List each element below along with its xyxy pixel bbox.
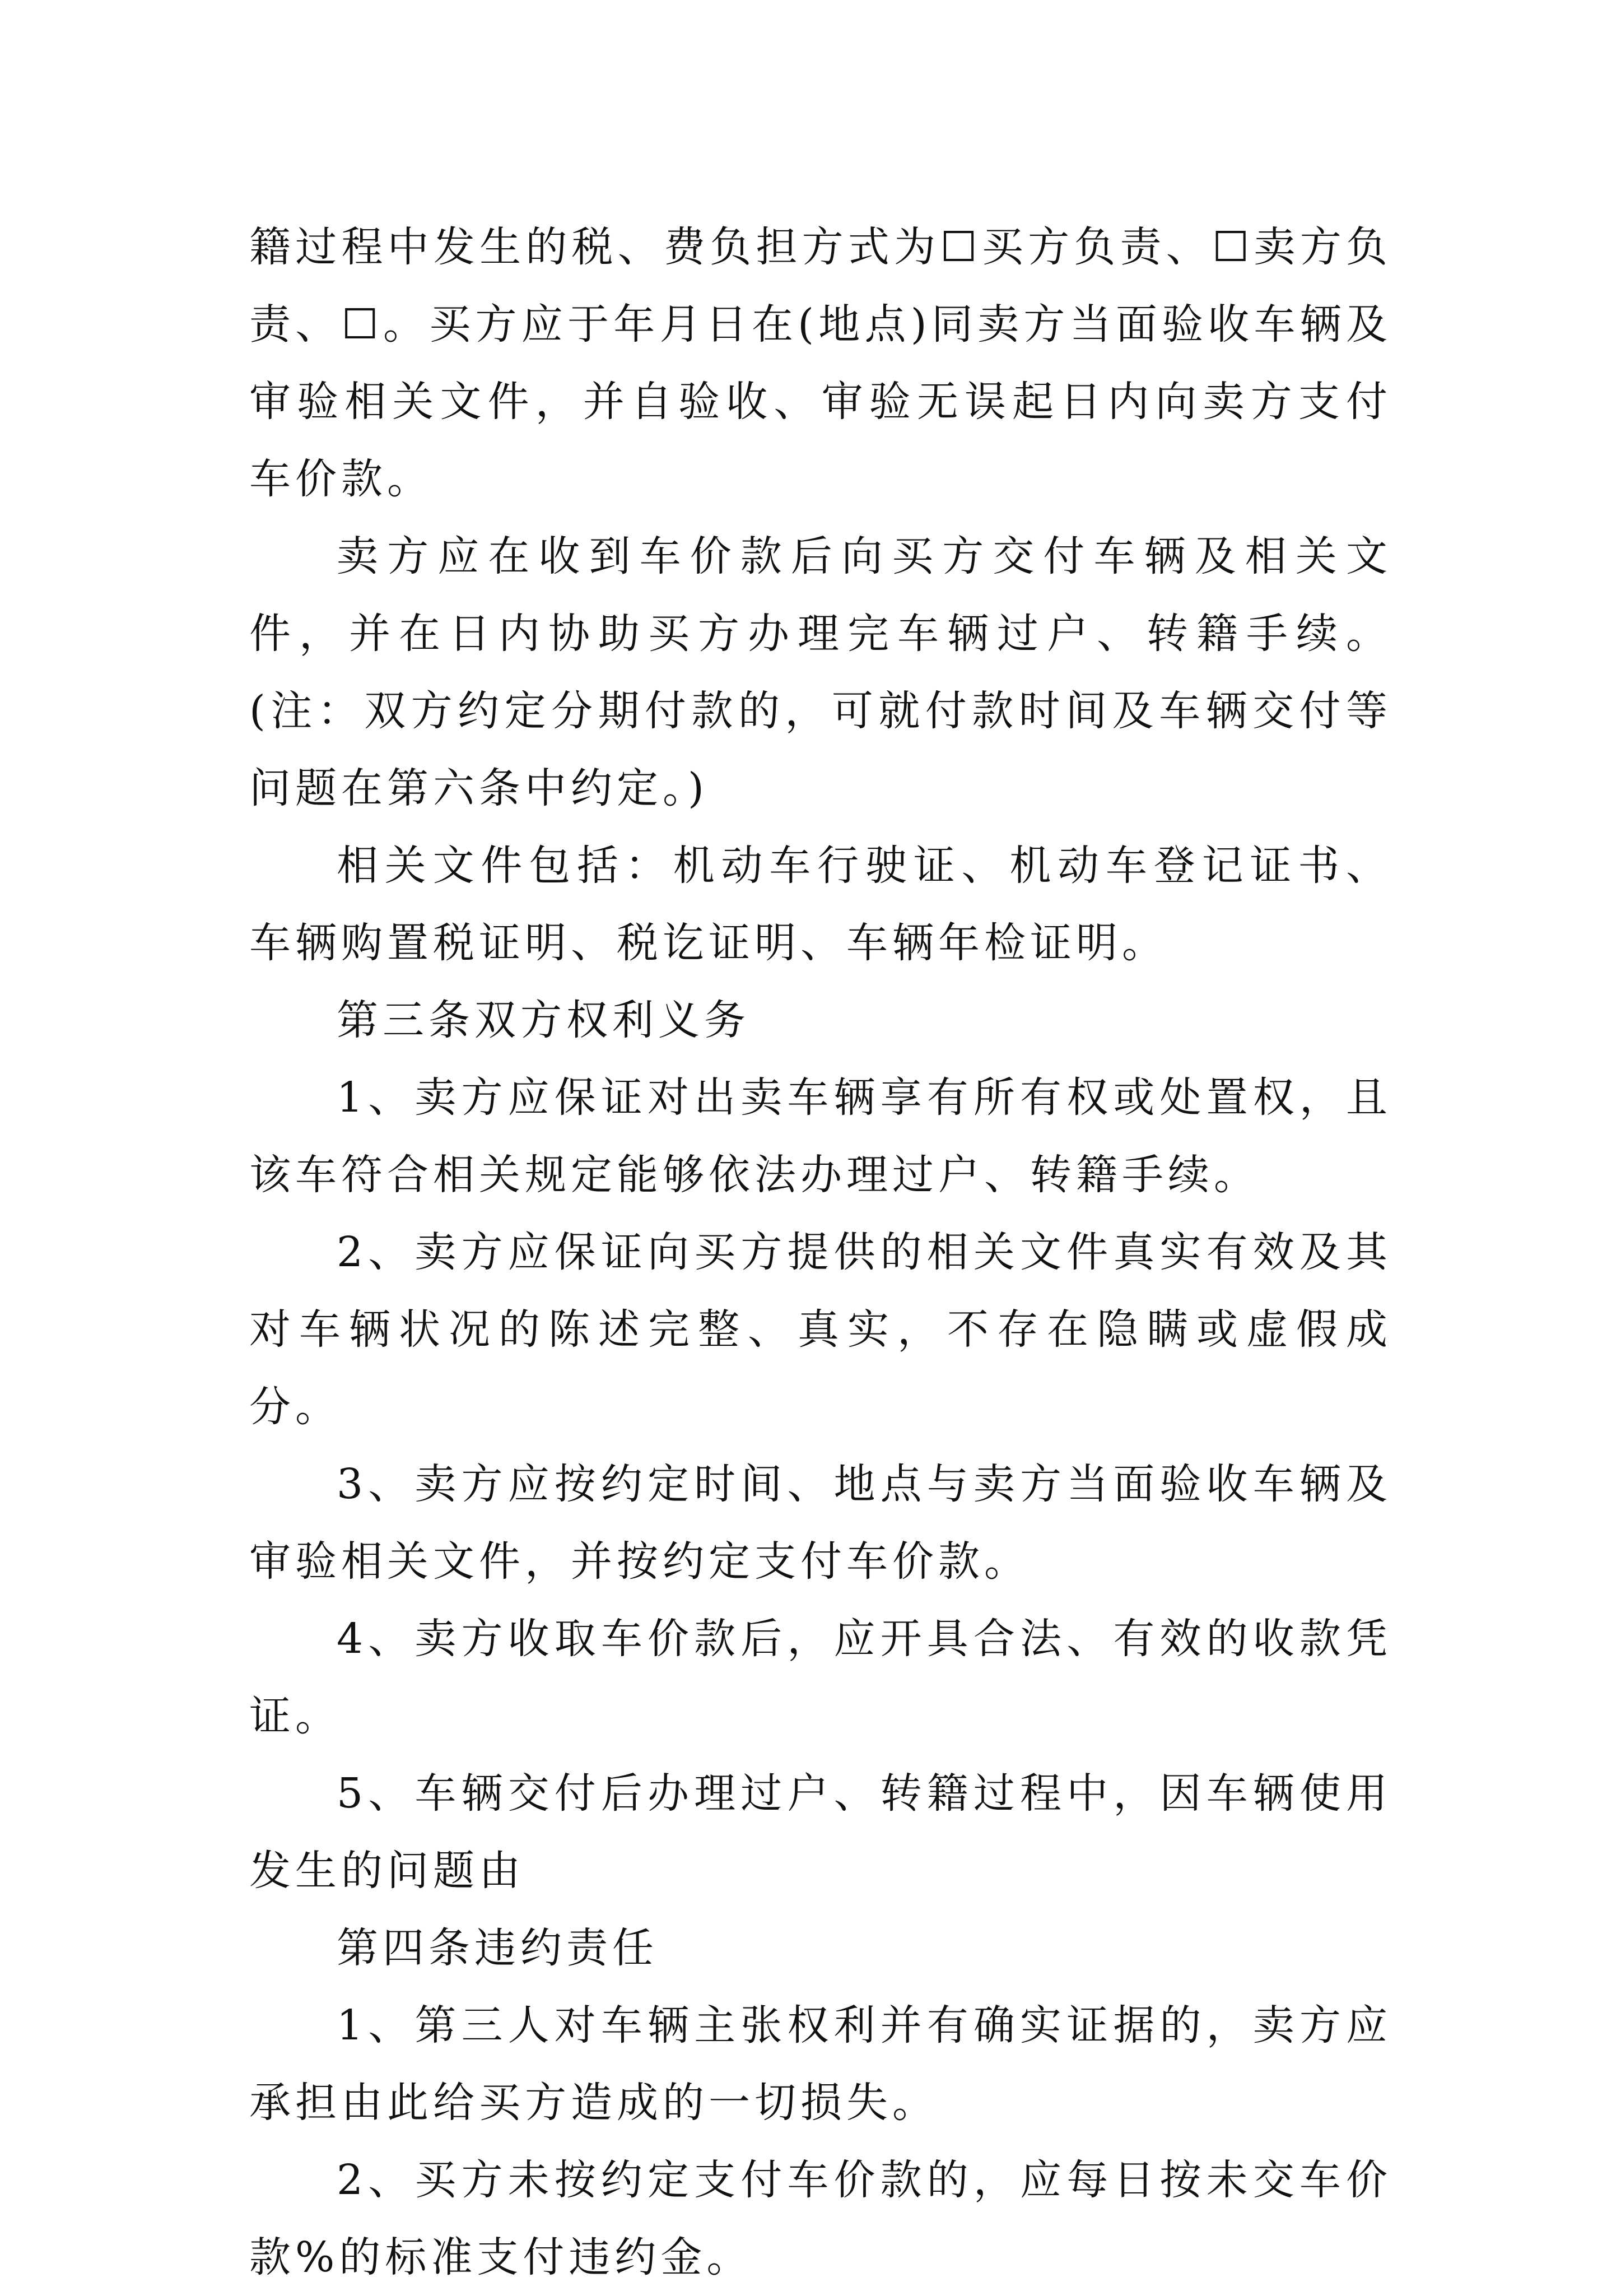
clause-3-3: 3、卖方应按约定时间、地点与卖方当面验收车辆及审验相关文件，并按约定支付车价款。 <box>249 1460 1392 1586</box>
paragraph-delivery: 卖方应在收到车价款后向买方交付车辆及相关文件，并在日内协助买方办理完车辆过户、转籍手续。(注：双方约定分期付款的，可就付款时间及车辆交付等问题在第六条中约定。) <box>249 532 1392 812</box>
clause-3-5: 5、车辆交付后办理过户、转籍过程中，因车辆使用发生的问题由 <box>249 1769 1392 1895</box>
clause-4-2: 2、买方未按约定支付车价款的，应每日按未交车价款%的标准支付违约金。 <box>249 2156 1392 2281</box>
paragraph-tax-and-inspection: 籍过程中发生的税、费负担方式为☐买方负责、☐卖方负责、☐。买方应于年月日在(地点)同卖方当面验收车辆及审验相关文件，并自验收、审验无误起日内向卖方支付车价款。 <box>249 223 1392 503</box>
heading-article-3: 第三条双方权利义务 <box>337 996 750 1044</box>
clause-3-4: 4、卖方收取车价款后，应开具合法、有效的收款凭证。 <box>249 1615 1392 1740</box>
heading-article-4: 第四条违约责任 <box>337 1924 658 1972</box>
paragraph-related-documents: 相关文件包括：机动车行驶证、机动车登记证书、车辆购置税证明、税讫证明、车辆年检证明。 <box>249 842 1392 967</box>
clause-4-1: 1、第三人对车辆主张权利并有确实证据的，卖方应承担由此给买方造成的一切损失。 <box>249 2001 1392 2127</box>
clause-3-2: 2、卖方应保证向买方提供的相关文件真实有效及其对车辆状况的陈述完整、真实，不存在隐瞒或虚假成分。 <box>249 1228 1392 1431</box>
clause-3-1: 1、卖方应保证对出卖车辆享有所有权或处置权，且该车符合相关规定能够依法办理过户、转籍手续。 <box>249 1073 1392 1199</box>
document-body <box>249 208 1392 2296</box>
